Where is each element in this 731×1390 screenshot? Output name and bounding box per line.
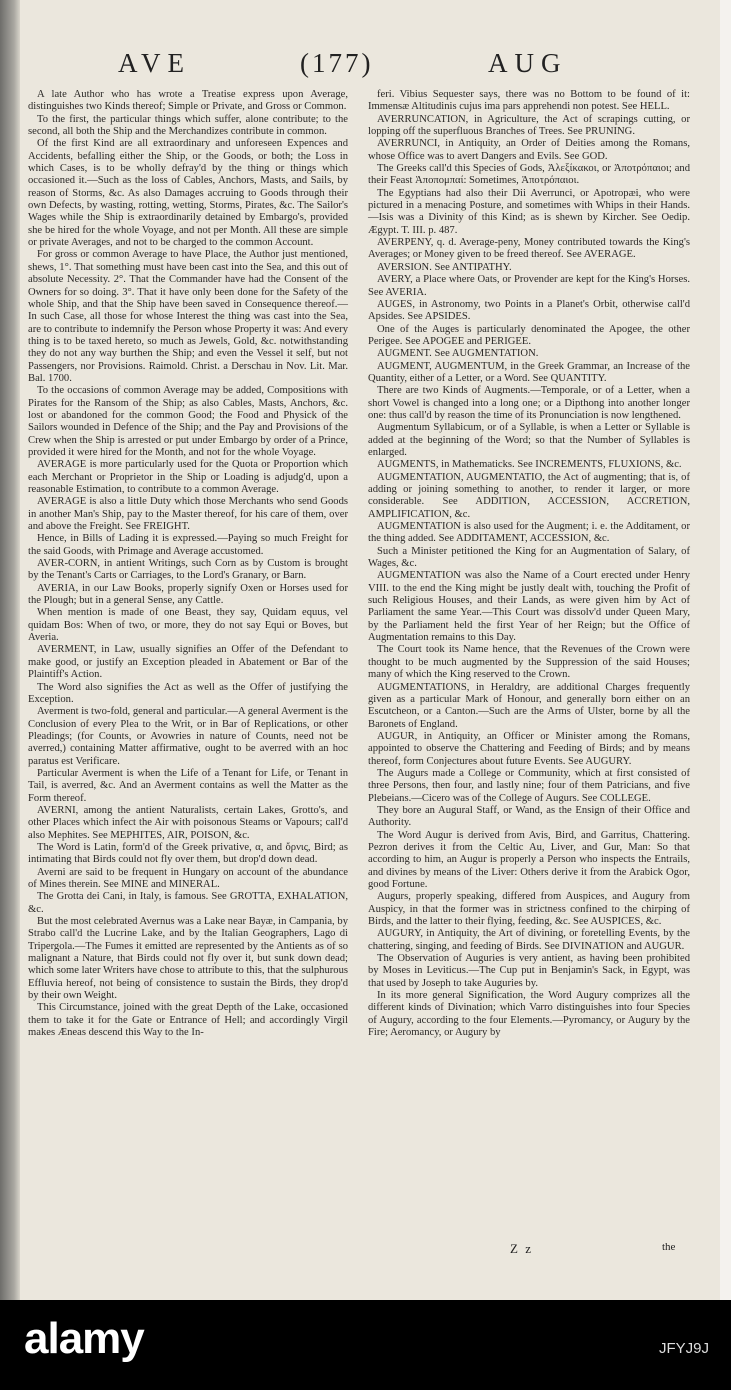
paragraph: The Augurs made a College or Community, which at first consisted of three Persons, then four, and lastly nine; four of them Patricians, and five Plebeians.—Cicero was of the College of Augurs. See COLLEGE. (368, 767, 690, 804)
paragraph: AUGES, in Astronomy, two Points in a Planet's Orbit, otherwise call'd Apsides. See APSIDES. (368, 298, 690, 323)
paragraph: AUGMENTS, in Mathematicks. See INCREMENTS, FLUXIONS, &c. (377, 459, 682, 471)
paragraph: AUGMENT, AUGMENTUM, in the Greek Grammar, an Increase of the Quantity, either of a Letter, or a Word. See QUANTITY. (368, 360, 690, 384)
signature-mark: Z z (510, 1241, 533, 1256)
page-edge (720, 0, 731, 1300)
paragraph: The Grotta dei Cani, in Italy, is famous. See GROTTA, EXHALATION, &c. (28, 891, 348, 915)
paragraph: In its more general Signification, the Word Augury comprizes all the different kinds of Divination; which Varro distinguishes into four Species of Augury, according to the four Elements.—Pyromancy, or Augury by the Fire; Aeromancy, or Augury by (368, 990, 690, 1039)
paragraph: To the occasions of common Average may be added, Compositions with Pirates for the Ransom of the Ship; as also Cables, Masts, Anchors, &c. lost or abandoned for the common Good; the Food and Physick of the Sailors wounded in Defence of the Ship; and the Pay and Provisions of the Crew when the Ship is arrested or put under Embargo by order of a Prince, provided it were hired for the Month, and not for the whole Voyage. (28, 385, 348, 458)
paragraph: AUGURY, in Antiquity, the Art of divining, or foretelling Events, by the chattering, singing, and feeding of Birds. See DIVINATION and AUGUR. (368, 928, 690, 952)
paragraph: AUGMENTATION is also used for the Augment; i. e. the Additament, or the thing added. See ADDITAMENT, ACCESSION, &c. (368, 521, 690, 545)
paragraph: There are two Kinds of Augments.—Temporale, or of a Letter, when a short Vowel is changed into a long one; or a Dipthong into another longer one: thus call'd by reason the time of its Pronunciation is now lengthened. (368, 385, 690, 421)
paragraph: Such a Minister petitioned the King for an Augmentation of Salary, of Wages, &c. (368, 545, 690, 570)
paragraph: Averni are said to be frequent in Hungary on account of the abundance of Mines therein. See MINE and MINERAL. (28, 866, 348, 890)
paragraph: AVERSION. See ANTIPATHY. (377, 261, 512, 273)
paragraph: Hence, in Bills of Lading it is expressed.—Paying so much Freight for the said Goods, with Primage and Average accustomed. (28, 533, 348, 557)
paragraph: The Egyptians had also their Dii Averrunci, or Apotropæi, who were pictured in a menacing Posture, and sometimes with Whips in their Hands.—Isis was a Divinity of this Kind; as is shewn by Kircher. See Oedip. Ægypt. T. III. p. 487. (368, 187, 690, 236)
paragraph: The Court took its Name hence, that the Revenues of the Crown were thought to be much augmented by the Suppression of the said Houses; many of which the King reserved to the Crown. (368, 644, 690, 681)
paragraph: One of the Auges is particularly denominated the Apogee, the other Perigee. See APOGEE and PERIGEE. (368, 323, 690, 347)
paragraph: Averment is two-fold, general and particular.—A general Averment is the Conclusion of every Plea to the Writ, or in Bar of Replications, or other Pleadings; (for Counts, or Avowries in nature of Counts, need not be averred,) containing Matter affirmative, ought to be averred with an hoc paratus est Verificare. (28, 706, 348, 767)
paragraph: AVERRUNCATION, in Agriculture, the Act of scrapings cutting, or lopping off the superfluous Branches of Trees. See PRUNING. (368, 113, 690, 138)
paragraph: AVERPENY, q. d. Average-peny, Money contributed towards the King's Averages; or Money given to be freed thereof. See AVERAGE. (368, 237, 690, 261)
paragraph: The Word Augur is derived from Avis, Bird, and Garritus, Chattering. Pezron derives it from the Celtic Au, Liver, and Gur, Man: So that according to him, an Augur is properly a Person who inspects the Entrails, and divines by means of the Liver: Others derive it from the Arabick Ogor, good Fortune. (368, 829, 690, 890)
paragraph: AUGUR, in Antiquity, an Officer or Minister among the Romans, appointed to observe the Chattering and Feeding of Birds; and by means thereof, form Conjectures about future Events. See AUGURY. (368, 730, 690, 767)
image-id: JFYJ9J (658, 1340, 709, 1357)
paragraph: AVER-CORN, in antient Writings, such Corn as by Custom is brought by the Tenant's Carts or Carriages, to the Lord's Granary, or Barn. (28, 558, 348, 582)
paragraph: AUGMENT. See AUGMENTATION. (377, 348, 539, 360)
paragraph: They bore an Augural Staff, or Wand, as the Ensign of their Office and Authority. (368, 804, 690, 829)
paragraph: The Greeks call'd this Species of Gods, Ἀλεξίκακοι, or Ἀποτρόπαιοι; and their Feast Ἀποπομπαί: Sometimes, Ἀποτρόπαιοι. (368, 163, 690, 187)
paragraph: Particular Averment is when the Life of a Tenant for Life, or Tenant in Tail, is averred, &c. And an Averment contains as well the Matter as the Form thereof. (28, 767, 348, 804)
right-column (368, 89, 690, 1039)
paragraph: For gross or common Average to have Place, the Author just mentioned, shews, 1°. That something must have been cast into the Sea, and this out of absolute Necessity. 2°. That the Commander have had the Consent of the Owners for so doing. 3°. That it have only been done for the Safety of the whole Ship, and that the Ship have been saved in Consequence thereof.—In such Case, all those for whose Interest the thing was cast into the Sea, are to contribute to indemnify the Person whose Property it was: And every thing is to be taxed hereto, so much as Jewels, Gold, &c. notwithstanding they do not any way burthen the Ship; and even the Vessel it self, but not Passengers, nor Provisions. Raimold. Christ. a Derschau in Nov. Lit. Mar. Bal. 1700. (28, 249, 348, 384)
page-number: (177) (300, 48, 374, 78)
paragraph: The Observation of Auguries is very antient, as having been prohibited by Moses in Leviticus.—The Cup put in Benjamin's Sack, in Egypt, was that used by Joseph to take Auguries by. (368, 953, 690, 989)
paragraph: When mention is made of one Beast, they say, Quidam equus, vel quidam Bos: When of two, or more, they do not say Equi or Boves, but Averia. (28, 607, 348, 644)
paragraph: A late Author who has wrote a Treatise express upon Average, distinguishes two Kinds thereof; Simple or Private, and Gross or Common. (28, 89, 348, 113)
paragraph: feri. Vibius Sequester says, there was no Bottom to be found of it: Immensæ Altitudinis cujus ima pars apprehendi non potest. See HELL. (368, 89, 690, 113)
paragraph: This Circumstance, joined with the great Depth of the Lake, occasioned them to take it for the Gate or Entrance of Hell; and accordingly Virgil makes Æneas descend this Way to the In- (28, 1002, 348, 1039)
running-head-right: AUG (488, 48, 568, 78)
paragraph: AVERMENT, in Law, usually signifies an Offer of the Defendant to make good, or justify an Exception pleaded in Abatement or Bar of the Plaintiff's Action. (28, 644, 348, 681)
paragraph: Augmentum Syllabicum, or of a Syllable, is when a Letter or Syllable is added at the beginning of the Word; so that the Number of Syllables is enlarged. (368, 422, 690, 458)
paragraph: AVERIA, in our Law Books, properly signify Oxen or Horses used for the Plough; but in a general Sense, any Cattle. (28, 582, 348, 607)
paragraph: AVERAGE is more particularly used for the Quota or Proportion which each Merchant or Proprietor in the Ship or Loading is adjudg'd, upon a reasonable Estimation, to contribute to a common Average. (28, 459, 348, 495)
paragraph: AVERY, a Place where Oats, or Provender are kept for the King's Horses. See AVERIA. (368, 274, 690, 298)
paragraph: The Word is Latin, form'd of the Greek privative, α, and ὄρνις, Bird; as intimating that Birds could not fly over them, but drop'd down dead. (28, 841, 348, 866)
paragraph: AUGMENTATIONS, in Heraldry, are additional Charges frequently given as a particular Mark of Honour, and generally born either on an Escutcheon, or a Canton.—Such are the Arms of Ulster, borne by all the Baronets of England. (368, 681, 690, 730)
paragraph: AUGMENTATION, AUGMENTATIO, the Act of augmenting; that is, of adding or joining something to another, to render it larger, or more considerable. See ADDITION, ACCESSION, ACCRETION, AMPLIFICATION, &c. (368, 471, 690, 520)
paragraph: To the first, the particular things which suffer, alone contribute; to the second, all both the Ship and the Merchandizes contribute in common. (28, 113, 348, 138)
left-column (28, 89, 348, 1039)
alamy-logo: alamy (24, 1314, 144, 1363)
running-head-left: AVE (118, 48, 192, 78)
paragraph: But the most celebrated Avernus was a Lake near Bayæ, in Campania, by Strabo call'd the Lucrine Lake, and by the Italian Geographers, Lago di Tripergola.—The Fumes it emitted are represented by the Antients as of so malignant a Nature, that Birds could not fly over it, but sunk down dead; which some later Writers have chose to attribute to this, that the sulphurous Effluvia hereof, not being of consistence to sustain the Birds, they drop'd by their own Weight. (28, 916, 348, 1002)
paragraph: AVERNI, among the antient Naturalists, certain Lakes, Grotto's, and other Places which infect the Air with poisonous Steams or Vapours; call'd also Mephites. See MEPHITES, AIR, POISON, &c. (28, 804, 348, 841)
paragraph: AVERRUNCI, in Antiquity, an Order of Deities among the Romans, whose Office was to avert Dangers and Evils. See GOD. (368, 138, 690, 162)
catchword: the (662, 1241, 676, 1253)
paragraph: AUGMENTATION was also the Name of a Court erected under Henry VIII. to the end the King might be justly dealt with, touching the Profit of such Religious Houses, and their Lands, as were given him by Act of Parliament the same Year.—This Court was dissolv'd under Queen Mary, by the Parliament held the first Year of her Reign; but the Office of Augmentation remains to this Day. (368, 570, 690, 644)
paragraph: AVERAGE is also a little Duty which those Merchants who send Goods in another Man's Ship, pay to the Master thereof, for his care of them, over and above the Freight. See FREIGHT. (28, 496, 348, 533)
paragraph: Augurs, properly speaking, differed from Auspices, and Augury from Auspicy, in that the former was in strictness confined to the chirping of Birds, and the latter to their flying, feeding, &c. See AUSPICES, &c. (368, 891, 690, 928)
watermark-bar (0, 1300, 731, 1390)
paragraph: The Word also signifies the Act as well as the Offer of justifying the Exception. (28, 681, 348, 705)
paragraph: Of the first Kind are all extraordinary and unforeseen Expences and Accidents, befalling either the Ship, or the Goods, or both; the Loss in which Cases, is to be wholly defray'd by the thing or things which occasioned it.—Such as the loss of Cables, Anchors, Masts, and Sails, by reason of Storms, &c. As also Damages accruing to Goods through their own Defects, by wasting, rotting, wetting, Storms, Pirates, &c. The Sailor's Wages while the Ship is extraordinarily detained by Embargo's, provided she be hired for the whole Voyage, and not per Month. All these are simple or private Averages, and not to be charged to the common Account. (28, 138, 348, 249)
book-binding-edge (0, 0, 20, 1300)
